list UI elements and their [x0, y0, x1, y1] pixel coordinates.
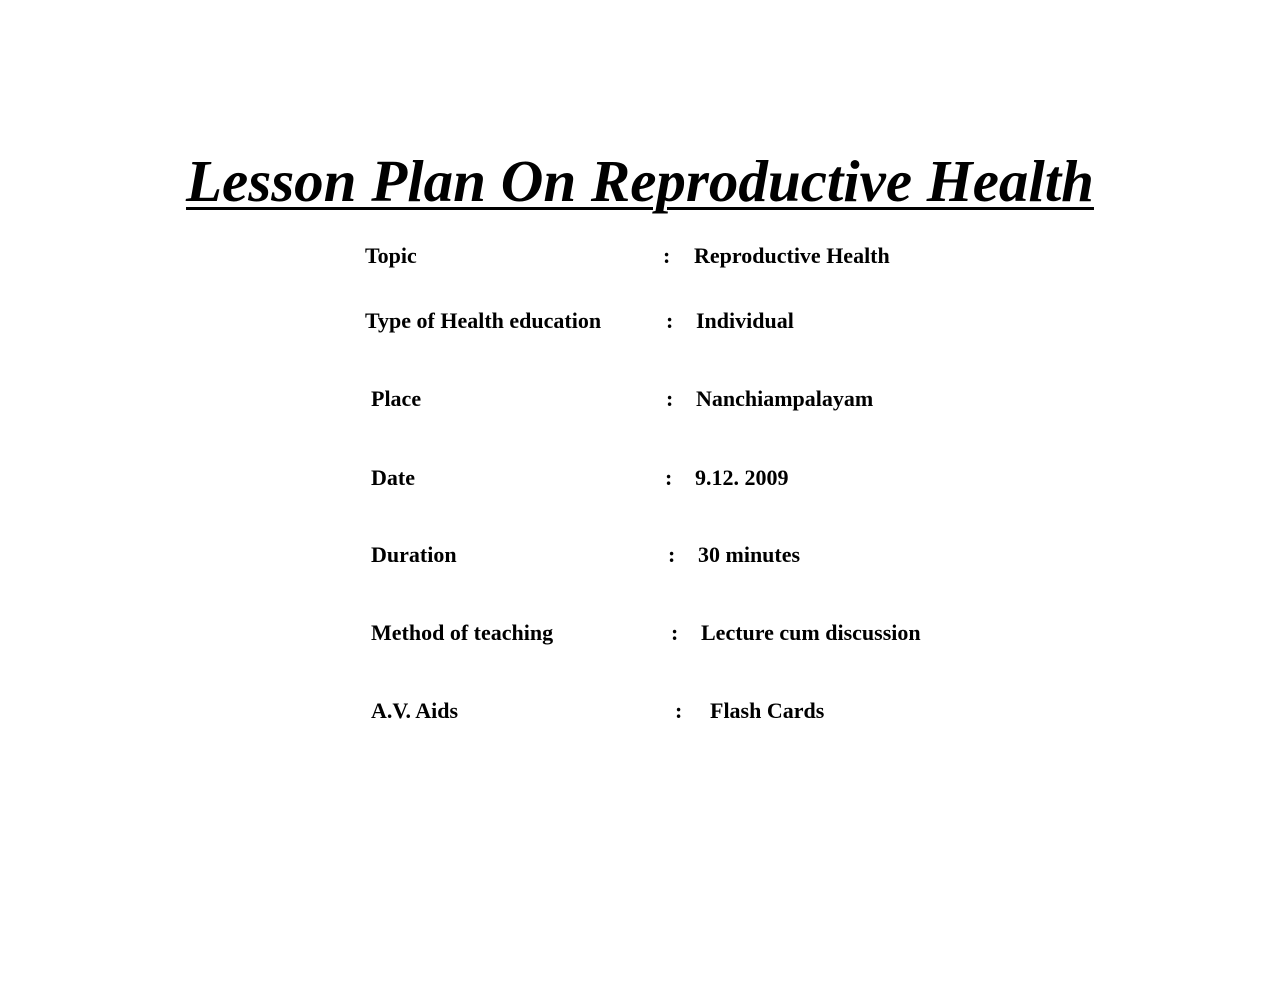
row-label: Type of Health education [365, 308, 602, 333]
row-separator: : [675, 698, 683, 723]
row-separator: : [671, 620, 679, 645]
row-label: A.V. Aids [371, 698, 459, 723]
row-value: 9.12. 2009 [695, 465, 789, 490]
row-separator: : [668, 542, 676, 567]
row-label: Duration [371, 542, 457, 567]
row-value: Lecture cum discussion [701, 620, 921, 645]
page-title: Lesson Plan On Reproductive Health [186, 148, 1094, 214]
row-separator: : [663, 243, 671, 268]
row-label: Date [371, 465, 415, 490]
row-value: Flash Cards [710, 698, 825, 723]
row-value: Individual [696, 308, 794, 333]
row-label: Place [371, 386, 422, 411]
row-value: Nanchiampalayam [696, 386, 874, 411]
row-label: Topic [365, 243, 417, 268]
row-value: 30 minutes [698, 542, 801, 567]
row-label: Method of teaching [371, 620, 554, 645]
row-separator: : [666, 386, 674, 411]
row-value: Reproductive Health [694, 243, 890, 268]
row-separator: : [666, 308, 674, 333]
row-separator: : [665, 465, 673, 490]
